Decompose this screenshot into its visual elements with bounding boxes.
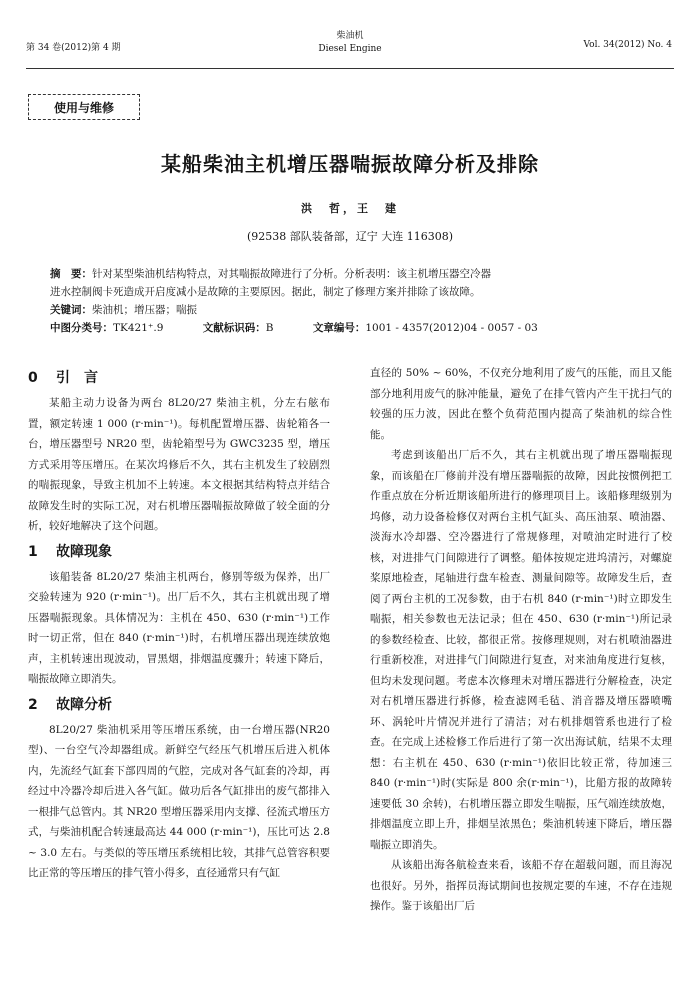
doc-code-value: B: [265, 322, 274, 334]
paragraph: 某船主动力设备为两台 8L20/27 柴油主机，分左右舷布置，额定转速 1 000 (r·min⁻¹)。每机配置增压器、齿轮箱各一台，增压器型号 NR20 型，齿轮箱型号为 GWC3235 型，增压方式采用等压增压。在某次坞修后不久，其右主机发生了较剧烈的喘振现象，导致主机加不上转速。本文根据其结构特点并结合故障发生时的实际工况，对右机增压器喘振故障做了较全面的分析，较好地解决了这个问题。: [28, 397, 330, 532]
article-id-value: 1001 - 4357(2012)04 - 0057 - 03: [365, 322, 538, 334]
clc-label: 中图分类号：: [50, 322, 113, 334]
abstract-label: 摘 要：: [50, 268, 92, 280]
right-column: [370, 363, 672, 917]
keywords-text: 柴油机；增压器；喘振: [92, 304, 197, 316]
clc-value: TK421⁺.9: [113, 322, 164, 334]
section-tag: 使用与维修: [28, 94, 140, 120]
header-divider: [26, 68, 674, 69]
doc-code-label: 文献标识码：: [202, 322, 266, 334]
abstract-line-2: [50, 283, 660, 301]
section-heading-0: 0 引 言: [28, 370, 98, 386]
paragraph: 直径的 50% ~ 60%，不仅充分地利用了废气的压能，而且又能部分地利用废气的脉冲能量，避免了在排气管内产生干扰扫气的较强的压力波，因此在整个负荷范围内提高了柴油机的综合性能。: [370, 367, 672, 441]
page-header: [0, 22, 700, 72]
article-metadata: [50, 265, 660, 337]
section-heading-2: 2 故障分析: [28, 696, 112, 713]
section-heading-1: 1 故障现象: [28, 543, 112, 560]
keywords-line: [50, 301, 660, 319]
paragraph: 从该船出海各航检查来看，该船不存在超载问题，而且海况也很好。另外，指挥员海试期间也按规定要的车速，不存在违规操作。鉴于该船出厂后: [370, 859, 672, 912]
keywords-label: 关键词：: [50, 304, 92, 316]
journal-name-en: Diesel Engine: [318, 44, 382, 54]
article-title: 某船柴油主机增压器喘振故障分析及排除: [161, 152, 539, 176]
journal-name: [300, 30, 400, 56]
abstract-line-1: [50, 265, 660, 283]
left-column: [28, 363, 330, 884]
classification-line: [50, 319, 660, 337]
journal-name-cn: 柴油机: [336, 31, 364, 41]
abstract-text-1: 针对某型柴油机结构特点，对其喘振故障进行了分析。分析表明：该主机增压器空冷器: [92, 268, 491, 280]
journal-volume-en: Vol. 34(2012) No. 4: [583, 40, 672, 50]
abstract-text-2: 进水控制阀卡死造成开启度减小是故障的主要原因。据此，制定了修理方案并排除了该故障。: [50, 286, 481, 298]
article-id-label: 文章编号：: [312, 322, 366, 334]
article-authors: 洪 哲，王 建: [301, 202, 399, 215]
paragraph: 该船装备 8L20/27 柴油主机两台，修别等级为保养，出厂交验转速为 920 (r·min⁻¹)。出厂后不久，其右主机就出现了增压器喘振现象。具体情况为：主机在 450、630 (r·min⁻¹)工作时一切正常，但在 840 (r·min⁻¹)时，右机增压器出现连续放炮声，主机转速出现波动，冒黑烟，排烟温度骤升；转速下降后，喘振故障立即消失。: [28, 570, 330, 685]
article-affiliation: (92538 部队装备部，辽宁 大连 116308): [246, 230, 454, 243]
paragraph: 8L20/27 柴油机采用等压增压系统，由一台增压器(NR20 型)、一台空气冷却器组成。新鲜空气经压气机增压后进入机体内，先流经气缸套下部四周的气腔，完成对各气缸套的冷却，再经过中冷器冷却后进入各气缸。做功后各气缸排出的废气都排入一根排气总管内。其 NR20 型增压器采用内支撑、径流式增压方式，与柴油机配合转速最高达 44 000 (r·min⁻¹)，压比可达 2.8 ~ 3.0 左右。与类似的等压增压系统相比较，其排气总管容积要比正常的等压增压的排气管小得多，直径通常只有气缸: [28, 723, 330, 879]
paragraph: 考虑到该船出厂后不久，其右主机就出现了增压器喘振现象，而该船在厂修前并没有增压器喘振的故障，因此按惯例把工作重点放在分析近期该船所进行的修理项目上。该船修理级别为坞修，动力设备检修仅对两台主机气缸头、高压油泵、喷油器、淡海水冷却器、空冷器进行了常规修理，对喷油定时进行了校核，对进排气门间隙进行了调整。船体按规定进坞清污，对螺旋桨原地检查，尾轴进行盘车检查、测量间隙等。故障发生后，查阅了两台主机的工况参数，由于右机 840 (r·min⁻¹)时立即发生喘振，相关参数也无法记录；但在 450、630 (r·min⁻¹)所记录的参数经检查、比较，都很正常。按修理规则，对右机喷油器进行重新校准，对进排气门间隙进行复查，对来油角度进行复核，但均未发现问题。考虑本次修理未对增压器进行分解检查，决定对右机增压器进行拆修，检查滤网毛毡、消音器及增压器喷嘴环、涡轮叶片情况并进行了清洁；对右机排烟管系也进行了检查。在完成上述检修工作后进行了第一次出海试航，结果不太理想：右主机在 450、630 (r·min⁻¹)依旧比较正常，待加速三 840 (r·min⁻¹)时(实际是 800 余(r·min⁻¹)，比船方报的故障转速要低 30 余转)，右机增压器立即发生喘振，压气端连续放炮，排烟温度立即上升，排烟呈浓黑色；柴油机转速下降后，增压器喘振立即消失。: [370, 449, 672, 851]
journal-volume-cn: 第 34 卷(2012)第 4 期: [26, 43, 121, 53]
